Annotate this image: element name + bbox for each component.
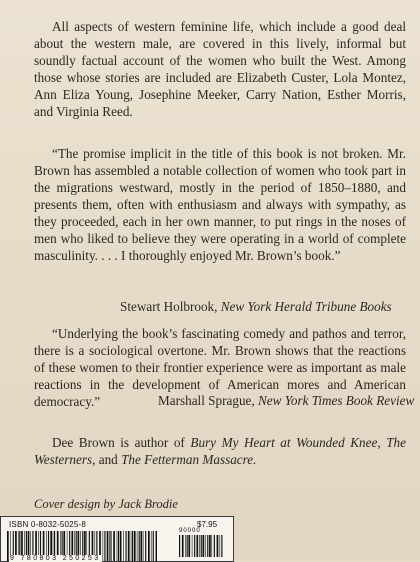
- price-text: $7.95: [197, 520, 218, 529]
- review-source: New York Herald Tribune Books: [220, 299, 392, 314]
- review-quote-holbrook: “The promise implicit in the title of this book is not broken. Mr. Brown has assembled a notable collection of women who took part in the migrations westward, mostly in the period of 1850–1880, and presents them, often with enthusiasm and always with sympathy, as they proceeded, each in her own manner, to put rings in the noses of men who liked to believe they were operating in a world of complete masculinity. . . . I thoroughly enjoyed Mr. Brown’s book.”: [34, 146, 406, 263]
- review-attribution-holbrook: [120, 298, 392, 315]
- review-source: New York Times Book Review: [257, 393, 415, 408]
- reviewer-name: Marshall Sprague,: [158, 393, 255, 408]
- author-bio: [34, 434, 406, 468]
- isbn-text: ISBN 0-8032-5025-8: [9, 520, 86, 529]
- addon-barcode-icon: [179, 535, 223, 557]
- bio-and: and: [95, 452, 122, 467]
- intro-paragraph: All aspects of western feminine life, which include a good deal about the western male, are covered in this lively, informal but soundly factual account of the women who built the West. Among those whose stories are included are Elizabeth Custer, Lola Montez, Ann Eliza Young, Josephine Meeker, Carry Nation, Esther Morris, and Virginia Reed.: [34, 19, 406, 119]
- barcode-label: [0, 516, 234, 562]
- reviewer-name: Stewart Holbrook,: [120, 299, 218, 314]
- addon-digits: 90000: [179, 528, 201, 534]
- bio-prefix: Dee Brown is author of: [52, 435, 191, 450]
- bio-book-title: The Fetterman Massacre.: [121, 452, 257, 467]
- review-attribution-sprague: [158, 392, 414, 409]
- bio-book-titles: Bury My Heart at Wounded Knee, The Westerners,: [34, 435, 406, 467]
- cover-design-credit: Cover design by Jack Brodie: [34, 497, 178, 511]
- review-quote-sprague: “Underlying the book’s fascinating comedy and pathos and terror, there is a sociological overtone. Mr. Brown shows that the reactions of these women to their frontier experience were as important as male reactions in the development of American mores and American democracy.”: [34, 326, 406, 409]
- ean-digits: 9 780803 250253: [10, 555, 101, 562]
